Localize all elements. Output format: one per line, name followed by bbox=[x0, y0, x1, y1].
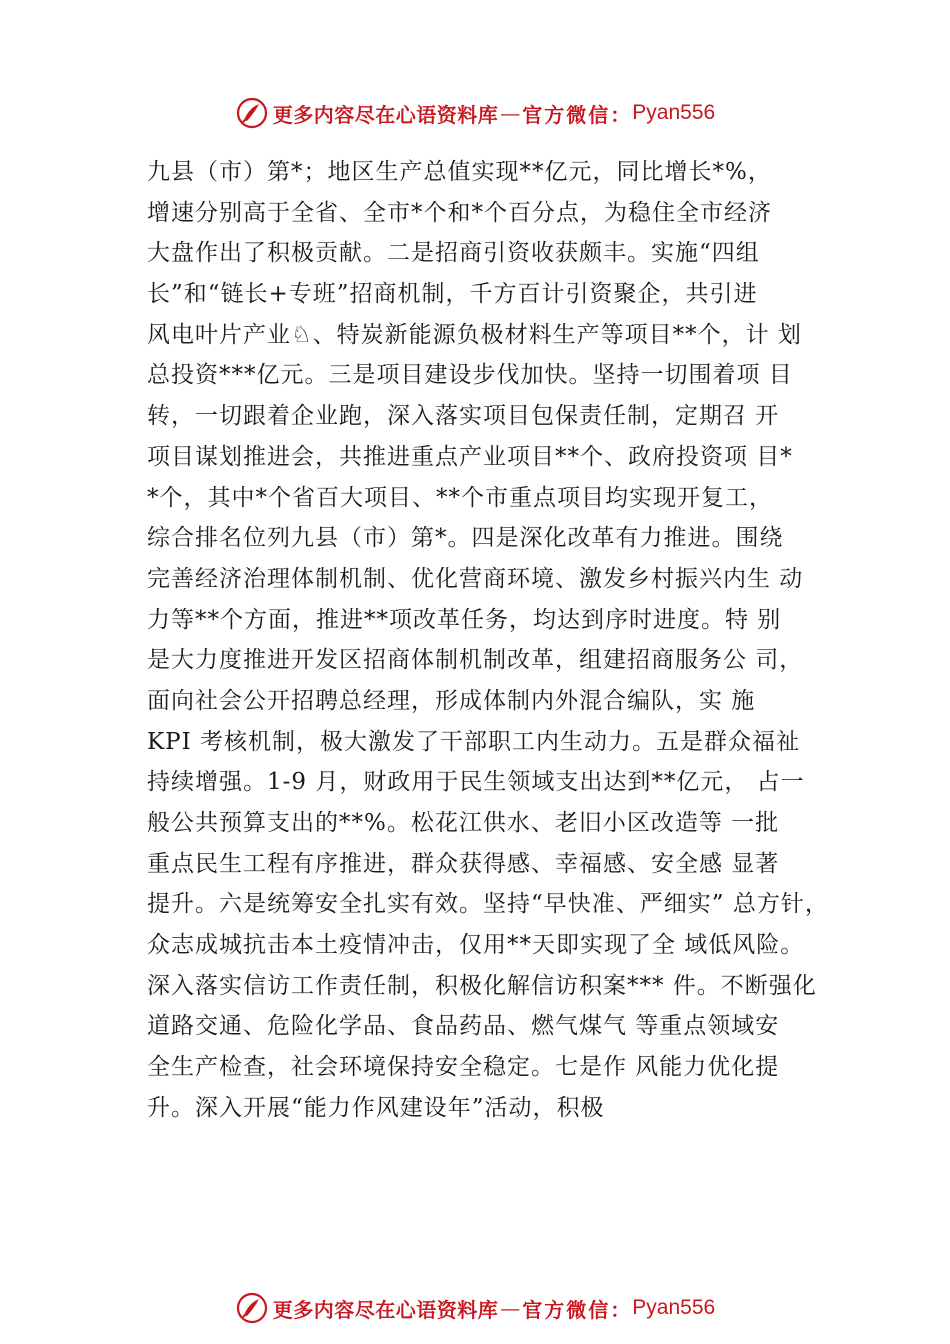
body-line: 全生产检查，社会环境保持安全稳定。七是作 风能力优化提 bbox=[147, 1054, 780, 1081]
body-line: 般公共预算支出的**%。松花江供水、老旧小区改造等 一批 bbox=[147, 810, 780, 836]
body-line: 总投资***亿元。三是项目建设步伐加快。坚持一切围着项 目 bbox=[147, 362, 793, 389]
body-line: 重点民生工程有序推进，群众获得感、幸福感、安全感 显著 bbox=[147, 850, 780, 877]
banner-official-label: 官方微信： bbox=[522, 1297, 633, 1322]
body-line: 综合排名位列九县（市）第*。四是深化改革有力推进。围绕 bbox=[147, 525, 784, 552]
body-line: 持续增强。1-9 月，财政用于民生领域支出达到**亿元， 占一 bbox=[147, 769, 805, 796]
banner-wechat-id: Pyan556 bbox=[632, 101, 716, 124]
body-line: 提升。六是统筹安全扎实有效。坚持“早快准、严细实” 总方针， bbox=[147, 891, 829, 918]
banner-dash: — bbox=[500, 101, 521, 125]
brush-logo-icon bbox=[235, 1291, 269, 1325]
body-line: 转，一切跟着企业跑，深入落实项目包保责任制，定期召 开 bbox=[147, 403, 780, 430]
body-line: 九县（市）第*；地区生产总值实现**亿元，同比增长*%， bbox=[147, 159, 772, 185]
body-line: 完善经济治理体制机制、优化营商环境、激发乡村振兴内生 动 bbox=[147, 565, 804, 592]
body-line: 大盘作出了积极贡献。二是招商引资收获颇丰。实施“四组 bbox=[147, 240, 760, 267]
banner-wechat-id: Pyan556 bbox=[632, 1296, 716, 1319]
body-line: 面向社会公开招聘总经理，形成体制内外混合编队，实 施 bbox=[147, 687, 756, 714]
document-body bbox=[147, 152, 847, 1129]
banner-dash: — bbox=[500, 1296, 521, 1320]
footer-banner bbox=[0, 1288, 950, 1328]
body-line: 升。深入开展“能力作风建设年”活动，积极 bbox=[147, 1094, 605, 1121]
banner-official-label: 官方微信： bbox=[522, 102, 633, 127]
body-line: KPI 考核机制，极大激发了干部职工内生动力。五是群众福祉 bbox=[147, 728, 801, 755]
body-line: 风电叶片产业♘、特炭新能源负极材料生产等项目**个，计 划 bbox=[147, 321, 802, 348]
header-banner bbox=[0, 93, 950, 133]
body-line: 道路交通、危险化学品、食品药品、燃气煤气 等重点领域安 bbox=[147, 1013, 780, 1040]
body-line: 力等**个方面，推进**项改革任务，均达到序时进度。特 别 bbox=[147, 606, 782, 633]
body-line: 长”和“链长+专班”招商机制，千方百计引资聚企，共引进 bbox=[147, 281, 758, 308]
brush-logo-icon bbox=[235, 96, 269, 130]
banner-slogan: 更多内容尽在心语资料库 bbox=[272, 1297, 499, 1322]
body-line: *个，其中*个省百大项目、**个市重点项目均实现开复工， bbox=[147, 484, 773, 511]
body-line: 深入落实信访工作责任制，积极化解信访积案*** 件。不断强化 bbox=[147, 972, 817, 999]
body-line: 是大力度推进开发区招商体制机制改革，组建招商服务公 司， bbox=[147, 647, 804, 674]
banner-slogan: 更多内容尽在心语资料库 bbox=[272, 102, 499, 127]
body-line: 众志成城抗击本土疫情冲击，仅用**天即实现了全 域低风险。 bbox=[147, 932, 805, 959]
body-line: 增速分别高于全省、全市*个和*个百分点，为稳住全市经济 bbox=[147, 199, 772, 226]
body-line: 项目谋划推进会，共推进重点产业项目**个、政府投资项 目* bbox=[147, 443, 793, 470]
